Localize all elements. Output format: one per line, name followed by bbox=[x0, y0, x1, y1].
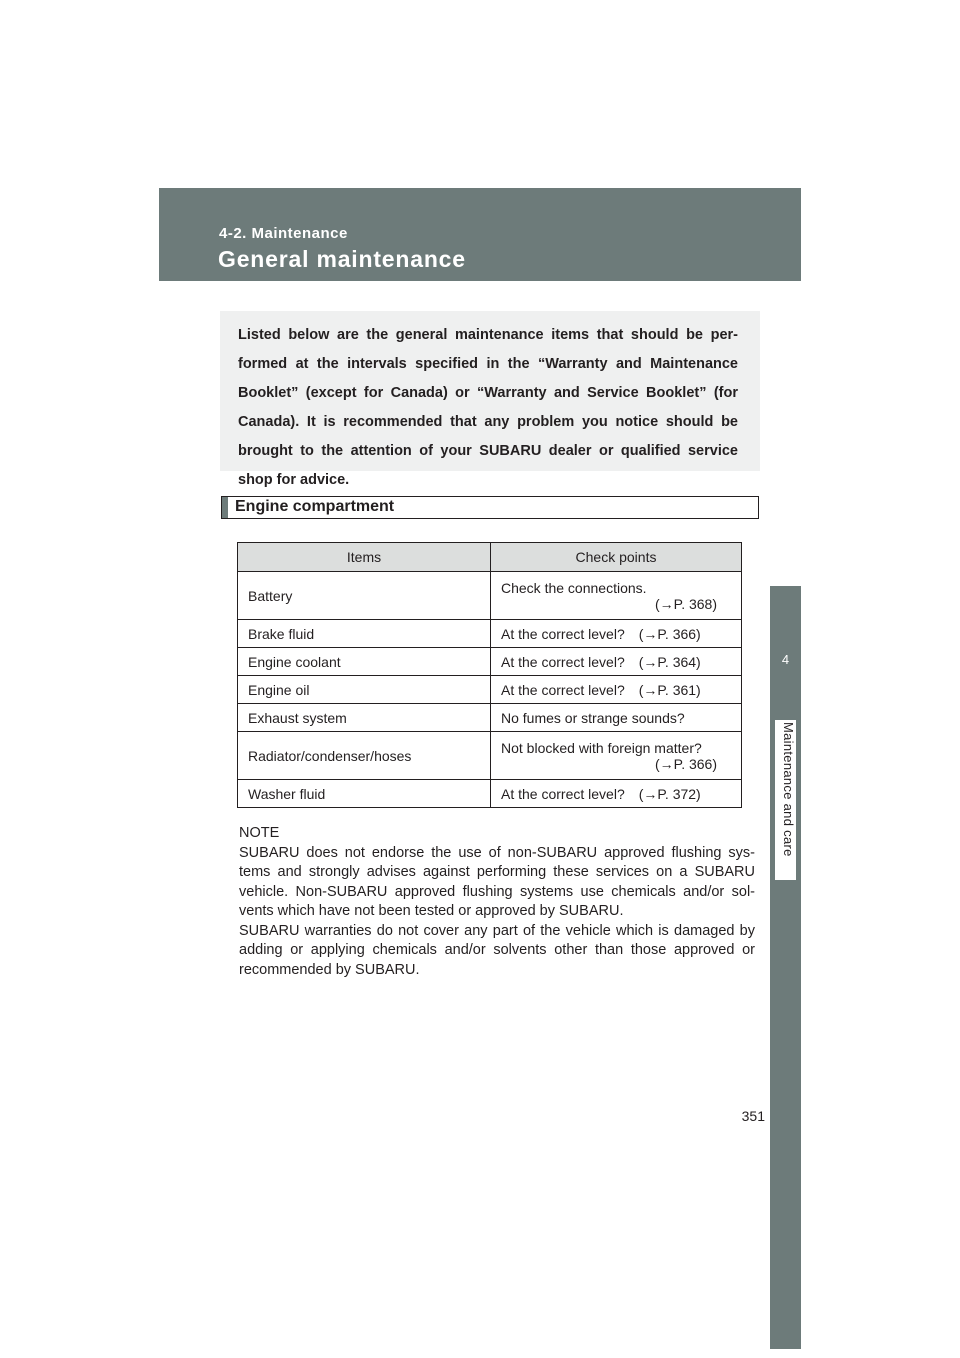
check-cell: At the correct level? (→P. 361) bbox=[491, 676, 742, 704]
chapter-title: Maintenance and care bbox=[775, 720, 796, 880]
section-label: 4-2. Maintenance bbox=[219, 225, 348, 242]
note-block bbox=[239, 824, 755, 980]
maintenance-table bbox=[237, 542, 742, 808]
table-row bbox=[238, 620, 742, 648]
section-heading bbox=[221, 496, 759, 519]
page-reference: (→P. 368) bbox=[655, 595, 717, 612]
item-cell: Radiator/condenser/hoses bbox=[238, 732, 491, 780]
check-cell: At the correct level? (→P. 364) bbox=[491, 648, 742, 676]
check-cell bbox=[491, 732, 742, 780]
heading-accent-bar bbox=[222, 497, 228, 518]
table-row bbox=[238, 648, 742, 676]
intro-box bbox=[220, 311, 760, 488]
chapter-tab bbox=[770, 586, 801, 1349]
section-heading-label: Engine compartment bbox=[235, 498, 395, 515]
page-title: General maintenance bbox=[218, 246, 466, 272]
note-title: NOTE bbox=[239, 825, 280, 841]
check-cell: No fumes or strange sounds? bbox=[491, 704, 742, 732]
check-cell: At the correct level? (→P. 366) bbox=[491, 620, 742, 648]
chapter-number: 4 bbox=[781, 652, 790, 667]
item-cell: Washer fluid bbox=[238, 780, 491, 808]
column-header-items: Items bbox=[238, 543, 491, 572]
check-cell bbox=[491, 572, 742, 620]
column-header-check-points: Check points bbox=[491, 543, 742, 572]
item-cell: Engine coolant bbox=[238, 648, 491, 676]
item-cell: Battery bbox=[238, 572, 491, 620]
page-number: 351 bbox=[741, 1108, 765, 1124]
item-cell: Brake fluid bbox=[238, 620, 491, 648]
table-row bbox=[238, 572, 742, 620]
note-paragraph: SUBARU warranties do not cover any part of the vehicle which is damaged by adding or applying chemicals and/or solvents other than those approved or recommended by SUBARU. bbox=[239, 922, 755, 978]
table-row bbox=[238, 704, 742, 732]
table-row bbox=[238, 732, 742, 780]
page-header bbox=[159, 188, 801, 281]
check-text: Not blocked with foreign matter? bbox=[501, 739, 702, 756]
item-cell: Exhaust system bbox=[238, 704, 491, 732]
intro-text: Listed below are the general maintenance items that should be per-formed at the intervals specified in the “Warranty and Maintenance Booklet” (except for Canada) or “Warranty and Service Booklet” (for Canada). It is recommended that any problem you notice should be brought to the attention of your SUBARU dealer or qualified service shop for advice. bbox=[238, 327, 738, 488]
table-row bbox=[238, 780, 742, 808]
check-text: Check the connections. bbox=[501, 579, 647, 596]
table-header-row bbox=[238, 543, 742, 572]
table-row bbox=[238, 676, 742, 704]
page-reference: (→P. 366) bbox=[655, 755, 717, 772]
note-paragraph: SUBARU does not endorse the use of non-SUBARU approved flushing sys-tems and strongly advises against performing these services on a SUBARU vehicle. Non-SUBARU approved flushing systems use chemicals and/or sol-vents which have not been tested or approved by SUBARU. bbox=[239, 844, 755, 919]
check-cell: At the correct level? (→P. 372) bbox=[491, 780, 742, 808]
item-cell: Engine oil bbox=[238, 676, 491, 704]
